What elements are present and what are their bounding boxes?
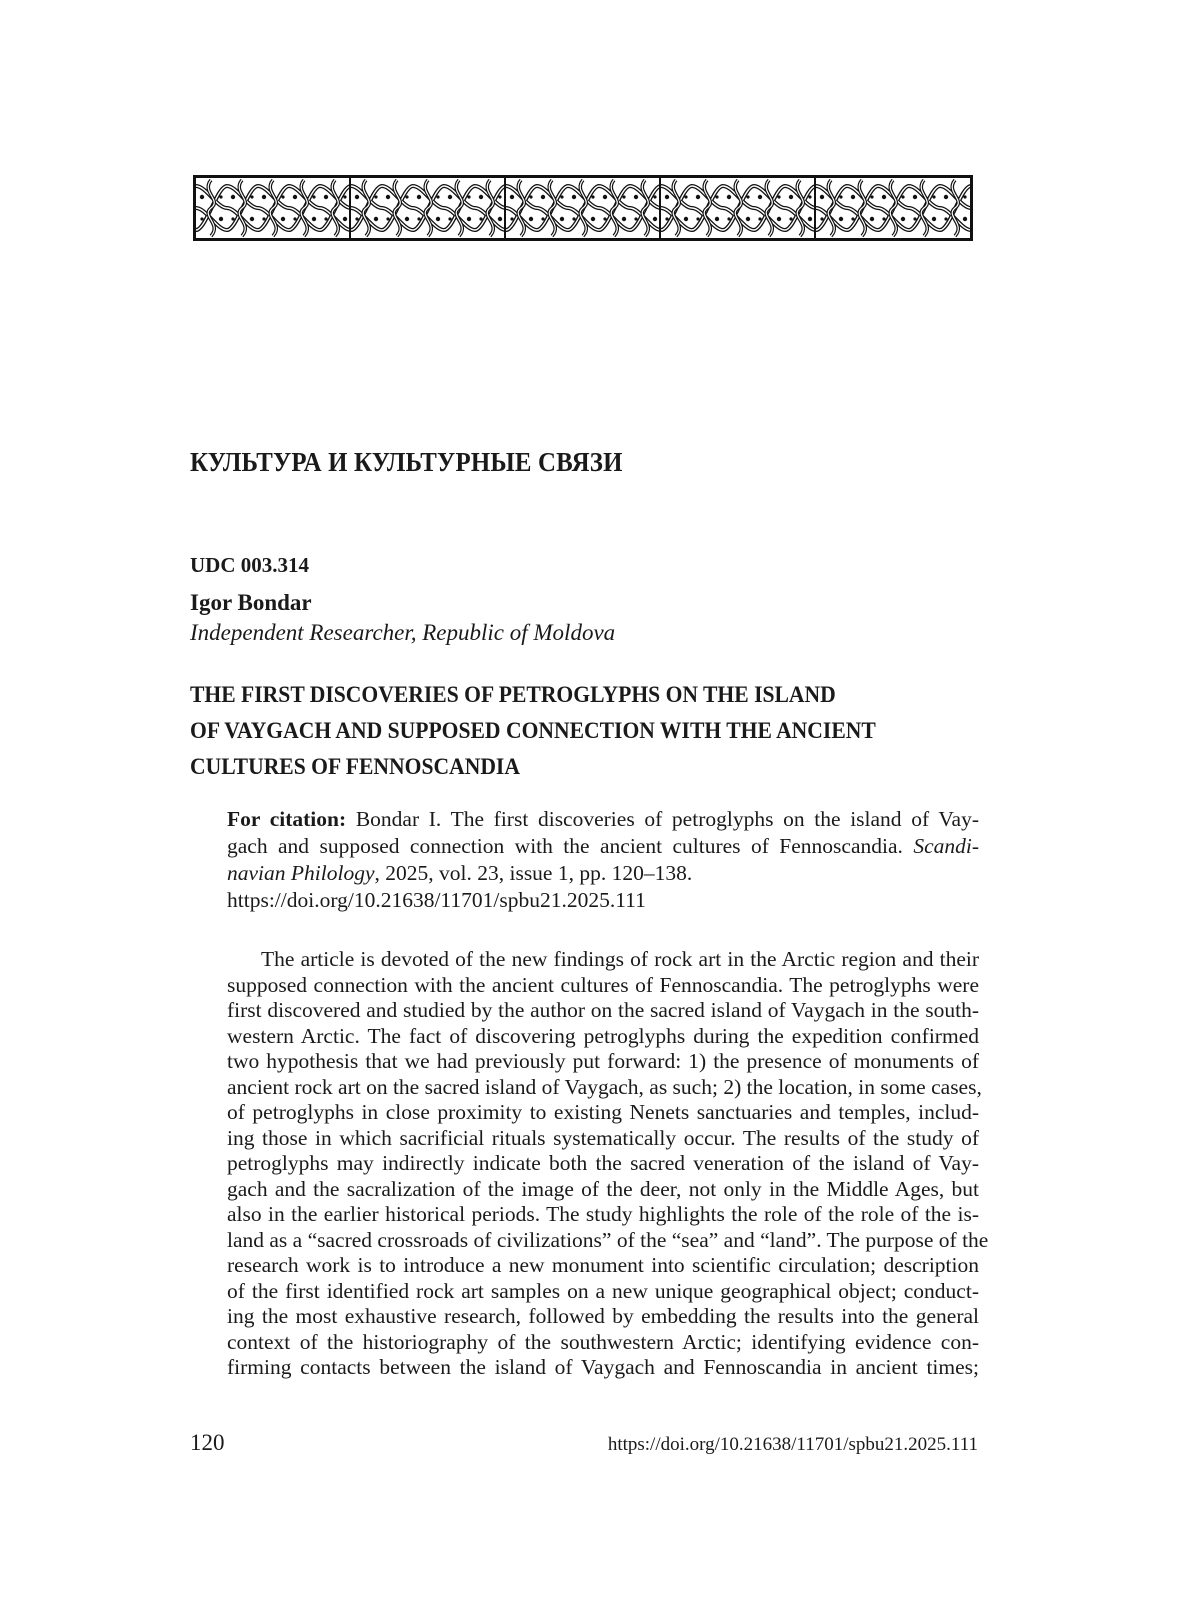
abstract (227, 947, 989, 1381)
abstract-line: land as a “sacred crossroads of civilizations” of the “sea” and “land”. The purpose of the (227, 1227, 989, 1252)
footer-doi-link[interactable]: https://doi.org/10.21638/11701/spbu21.2025.111 (607, 1434, 978, 1455)
abstract-line: research work is to introduce a new monument into scientific circulation; description (227, 1253, 979, 1277)
abstract-line: The article is devoted of the new findings of rock art in the Arctic region and their (261, 947, 979, 971)
abstract-line: also in the earlier historical periods. The study highlights the role of the role of the is- (227, 1202, 979, 1226)
abstract-line: ancient rock art on the sacred island of Vaygach, as such; 2) the location, in some cases, (227, 1074, 982, 1099)
citation-block (227, 806, 979, 914)
abstract-line: first discovered and studied by the author on the sacred island of Vaygach in the south- (227, 998, 979, 1022)
citation-text: gach and supposed connection with the ancient cultures of Fennoscandia. (227, 834, 903, 858)
abstract-line: ing those in which sacrificial rituals systematically occur. The results of the study of (227, 1125, 979, 1150)
citation-label: For citation: (227, 807, 347, 831)
abstract-line: two hypothesis that we had previously put forward: 1) the presence of monuments of (227, 1049, 979, 1073)
article-title-line: THE FIRST DISCOVERIES OF PETROGLYPHS ON THE ISLAND (190, 682, 836, 708)
citation-doi-link[interactable]: https://doi.org/10.21638/11701/spbu21.2025.111 (227, 888, 646, 912)
abstract-line: of the first identified rock art samples on a new unique geographical object; conduct- (227, 1278, 979, 1303)
author-affiliation: Independent Researcher, Republic of Moldova (190, 620, 616, 645)
udc-code: UDC 003.314 (190, 553, 309, 577)
celtic-knot-ornament-icon (196, 178, 970, 238)
journal-name: Scandi- (913, 834, 979, 858)
citation-text: Bondar I. The first discoveries of petroglyphs on the island of Vay- (355, 807, 980, 831)
abstract-line: of petroglyphs in close proximity to existing Nenets sanctuaries and temples, includ- (227, 1100, 979, 1124)
article-title-line: CULTURES OF FENNOSCANDIA (190, 754, 520, 780)
abstract-line: gach and the sacralization of the image of the deer, not only in the Middle Ages, but (227, 1176, 979, 1201)
ornamental-banner (193, 175, 973, 241)
page-number: 120 (190, 1430, 225, 1455)
section-title: КУЛЬТУРА И КУЛЬТУРНЫЕ СВЯЗИ (190, 447, 623, 477)
citation-text: , 2025, vol. 23, issue 1, pp. 120–138. (374, 861, 693, 885)
abstract-line: context of the historiography of the southwestern Arctic; identifying evidence con- (227, 1329, 979, 1354)
author-name: Igor Bondar (190, 590, 312, 615)
abstract-line: petroglyphs may indirectly indicate both the sacred veneration of the island of Vay- (227, 1151, 979, 1175)
abstract-line: western Arctic. The fact of discovering petroglyphs during the expedition confirmed (227, 1023, 979, 1048)
abstract-line: firming contacts between the island of Vaygach and Fennoscandia in ancient times; (227, 1355, 979, 1379)
article-title-line: OF VAYGACH AND SUPPOSED CONNECTION WITH THE ANCIENT (190, 718, 876, 744)
abstract-line: ing the most exhaustive research, followed by embedding the results into the general (227, 1304, 979, 1328)
abstract-line: supposed connection with the ancient cultures of Fennoscandia. The petroglyphs were (227, 972, 979, 997)
journal-name: navian Philology (227, 861, 375, 885)
article-title (190, 677, 1018, 785)
